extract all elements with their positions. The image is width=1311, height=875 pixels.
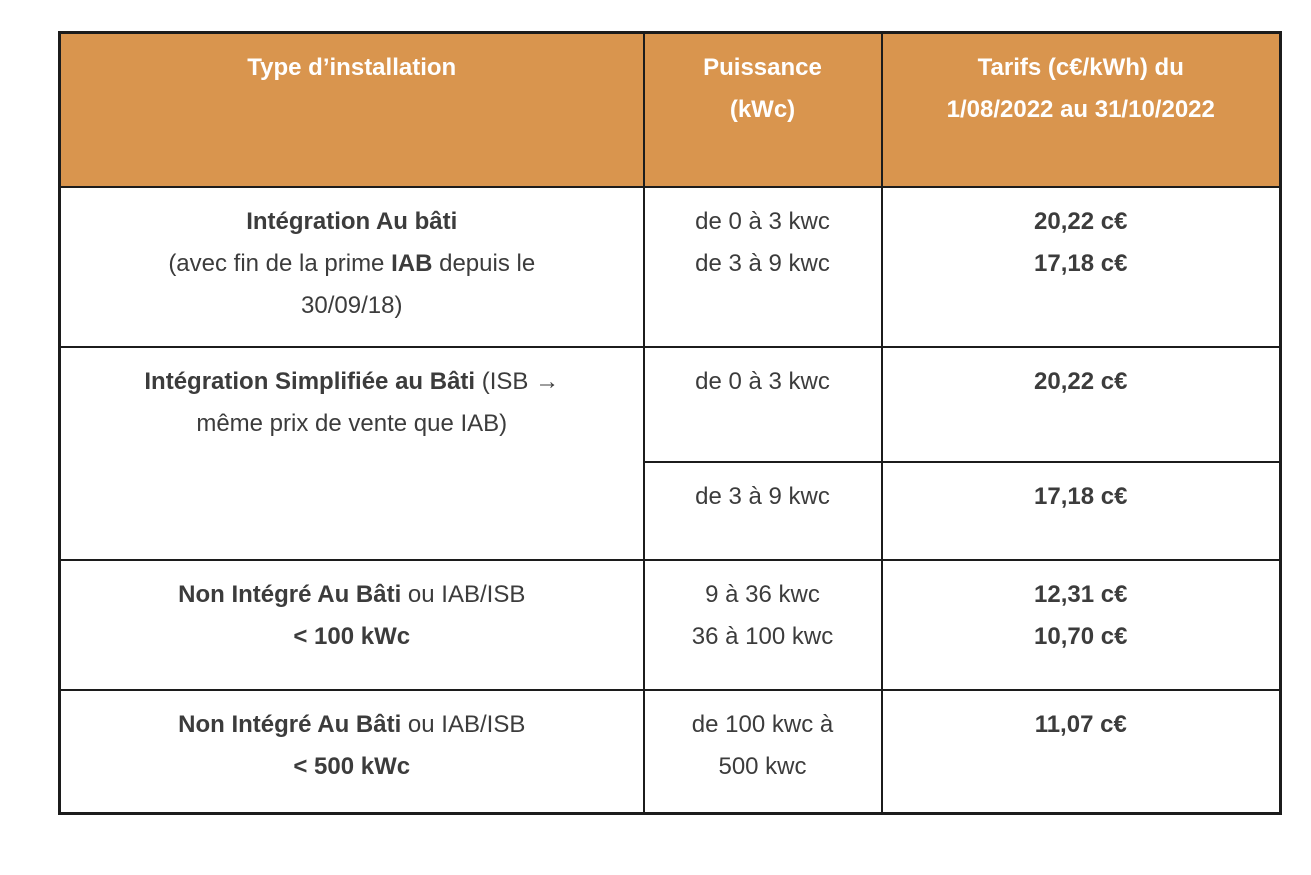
cell-iab-type xyxy=(60,187,644,347)
text-segment: même prix de vente que IAB) xyxy=(196,409,508,437)
text-segment: ou IAB/ISB xyxy=(401,710,526,738)
cell-isb-type xyxy=(60,347,644,560)
text-line xyxy=(651,361,875,403)
text-line xyxy=(67,704,637,746)
text-line xyxy=(651,616,875,658)
text-line xyxy=(889,616,1274,658)
cell-isb-tarifs-1 xyxy=(882,347,1281,462)
row-iab xyxy=(60,187,1281,347)
text-segment: (ISB → xyxy=(475,367,560,395)
header-cell-type-installation xyxy=(60,33,644,187)
text-segment: Puissance xyxy=(703,54,822,81)
text-segment: (avec fin de la prime xyxy=(168,249,392,277)
text-line xyxy=(889,361,1274,403)
cell-isb-tarifs-2 xyxy=(882,462,1281,560)
cell-iab-puissance xyxy=(644,187,882,347)
text-line xyxy=(889,574,1274,616)
text-line xyxy=(67,47,637,89)
text-segment: 36 à 100 kwc xyxy=(691,622,834,650)
text-segment: de 0 à 3 kwc xyxy=(695,207,830,235)
cell-iab-tarifs xyxy=(882,187,1281,347)
bold-text-segment: 12,31 c€ xyxy=(1034,580,1128,608)
text-line xyxy=(889,89,1274,131)
bold-text-segment: Non Intégré Au Bâti xyxy=(178,710,402,738)
cell-niab100-type xyxy=(60,560,644,690)
text-segment: de 100 kwc à xyxy=(691,710,834,738)
text-segment: depuis le xyxy=(432,249,536,277)
text-segment: de 3 à 9 kwc xyxy=(695,249,830,277)
bold-text-segment: 17,18 c€ xyxy=(1034,249,1128,277)
text-line xyxy=(889,243,1274,285)
text-segment: Type d’installation xyxy=(247,54,457,81)
bold-text-segment: Intégration Au bâti xyxy=(246,207,458,235)
row-isb-sub1 xyxy=(60,347,1281,462)
text-line xyxy=(67,361,637,403)
cell-isb-puissance-2 xyxy=(644,462,882,560)
text-segment: 500 kwc xyxy=(718,752,807,780)
text-line xyxy=(651,47,875,89)
header-row xyxy=(60,33,1281,187)
cell-isb-puissance-1 xyxy=(644,347,882,462)
bold-text-segment: 11,07 c€ xyxy=(1034,710,1127,738)
text-segment: ou IAB/ISB xyxy=(401,580,526,608)
row-non-integre-500 xyxy=(60,690,1281,814)
text-line xyxy=(651,574,875,616)
bold-text-segment: Intégration Simplifiée au Bâti xyxy=(144,367,476,395)
tariff-table xyxy=(58,31,1282,815)
cell-niab500-type xyxy=(60,690,644,814)
text-segment: de 0 à 3 kwc xyxy=(695,367,830,395)
text-segment: 30/09/18) xyxy=(301,291,403,319)
text-line xyxy=(651,746,875,788)
bold-text-segment: < 100 kWc xyxy=(293,622,411,650)
header-cell-tarifs xyxy=(882,33,1281,187)
bold-text-segment: 17,18 c€ xyxy=(1034,482,1128,510)
cell-niab100-tarifs xyxy=(882,560,1281,690)
text-line xyxy=(651,243,875,285)
text-segment: (kWc) xyxy=(729,96,796,123)
text-line xyxy=(67,243,637,285)
header-cell-puissance xyxy=(644,33,882,187)
bold-text-segment: IAB xyxy=(391,249,433,277)
text-line xyxy=(889,47,1274,89)
text-segment: Tarifs (c€/kWh) du xyxy=(977,54,1184,81)
bold-text-segment: < 500 kWc xyxy=(293,752,411,780)
text-line xyxy=(651,704,875,746)
text-segment: 1/08/2022 au 31/10/2022 xyxy=(946,96,1215,123)
text-line xyxy=(67,616,637,658)
cell-niab500-tarifs xyxy=(882,690,1281,814)
text-line xyxy=(651,201,875,243)
cell-niab500-puissance xyxy=(644,690,882,814)
bold-text-segment: Non Intégré Au Bâti xyxy=(178,580,402,608)
cell-niab100-puissance xyxy=(644,560,882,690)
row-non-integre-100 xyxy=(60,560,1281,690)
text-line xyxy=(651,476,875,518)
text-line xyxy=(889,704,1274,746)
text-line xyxy=(67,201,637,243)
bold-text-segment: 10,70 c€ xyxy=(1034,622,1128,650)
text-line xyxy=(889,476,1274,518)
bold-text-segment: 20,22 c€ xyxy=(1034,367,1128,395)
text-line xyxy=(651,89,875,131)
bold-text-segment: 20,22 c€ xyxy=(1034,207,1128,235)
text-line xyxy=(67,574,637,616)
text-line xyxy=(67,285,637,327)
text-line xyxy=(67,403,637,445)
text-line xyxy=(889,201,1274,243)
text-segment: de 3 à 9 kwc xyxy=(695,482,830,510)
text-segment: 9 à 36 kwc xyxy=(705,580,820,608)
text-line xyxy=(67,746,637,788)
